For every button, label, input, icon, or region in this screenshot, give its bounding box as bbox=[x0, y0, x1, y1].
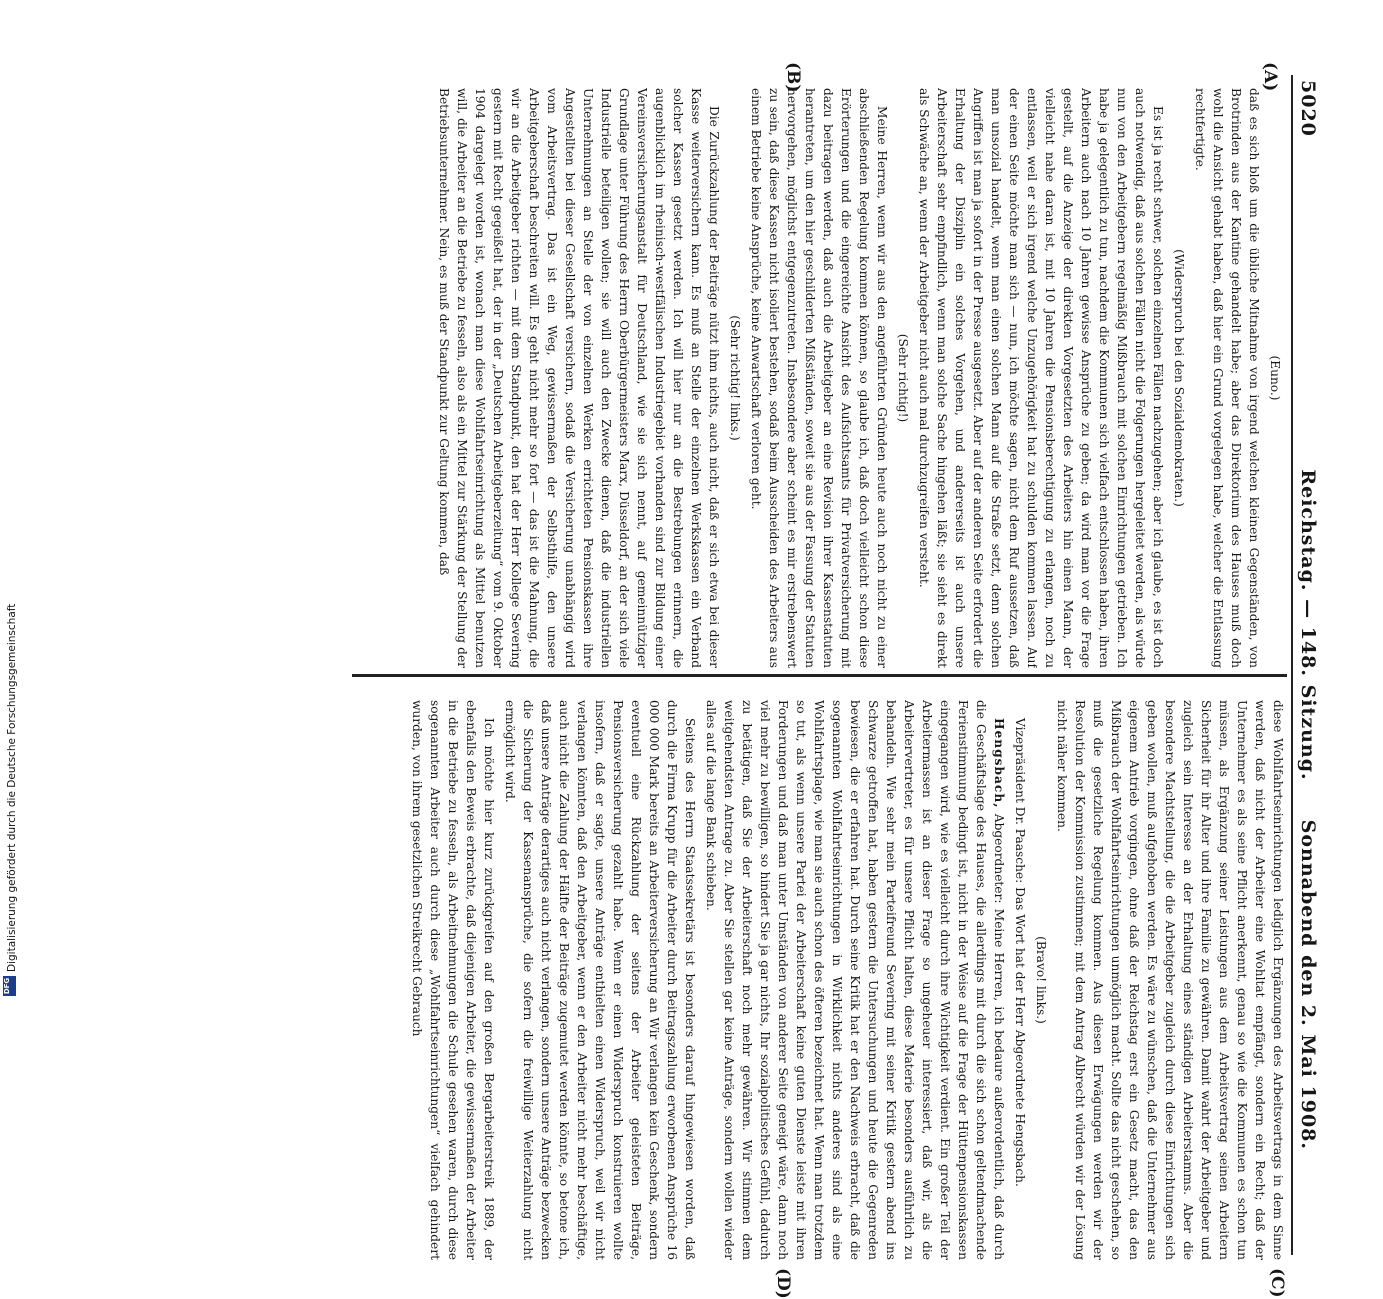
margin-marker-c: (C) bbox=[1267, 1268, 1287, 1298]
interjection: (Sehr richtig! links.) bbox=[728, 315, 742, 441]
logo-text: DFG bbox=[3, 977, 12, 995]
speech-text: Abgeordneter: Meine Herren, ich bedaure außerordentlich, daß durch die Geschäftslage des Hauses, die allerdings mit durch die sich schon geltendmachende Ferienstimmung bedingt ist, nicht in der Weise auf die Frage der Hüttenpensionskassen eingegangen wird, wie es vielleicht durch ihre Wichtigkeit verdient. Ein großer Teil der Arbeitermassen ist an dieser Frage so ungeheuer interessiert, daß wir, als die Arbeitervertreter, es für unsere Pflicht halten, diese Materie besonders ausführlich zu behandeln. Wie sehr mein Parteifreund Severing mit seiner Kritik gestern abend ins Schwarze getroffen hat, haben gestern die Untersuchungen und heute die Gegenreden bewiesen, die er erfahren hat. Durch seine Kritik hat er den Nachweis erbracht, daß die sogenannten Wohlfahrtseinrichtungen in Wirklichkeit nichts anderes sind als eine Wohlfahrtsplage, wie man sie auch schon des öfteren bezeichnet hat. Wenn man trotzdem so tut, als wenn unsere Partei der Arbeiterschaft keine guten Dienste leiste mit ihren Forderungen und daß man unter Umständen von anderer Seite geneigt wäre, dann noch viel mehr zu bewilligen, so hindert Sie ja gar nichts, Ihr sozialpolitisches Gefühl, dadurch zu betätigen, daß Sie der Arbeiterschaft noch mehr gewähren. Wir stimmen dem weitgehendsten Antrage zu. Aber Sie stellen gar keine Anträge, sondern wollen wieder alles auf die lange Bank schieben. bbox=[704, 700, 1006, 1260]
paragraph bbox=[702, 700, 1008, 1260]
margin-marker-d: (D) bbox=[773, 1268, 793, 1299]
paragraph: Ich möchte hier kurz zurückgreifen auf den großen Bergarbeiterstreik 1889, der ebenfalls den Beweis erbrachte, daß diejenigen Arbeiter, die gewissermaßen der Arbeiter in die Betriebe zu fesseln, als Arbeitnehmungen die Schule gesehen waren, durch diese sogenannten Arbeiter auch durch diese „Wohlfahrtseinrichtungen“ vielfach gehindert wurden, von ihrem gesetzlichen Streikrecht Gebrauch bbox=[410, 700, 496, 1260]
session-title: Reichstag. — 148. Sitzung. bbox=[1297, 469, 1319, 781]
header-rule bbox=[1291, 75, 1293, 1255]
page-number: 5020 bbox=[1297, 80, 1319, 137]
interjection: (Widerspruch bei den Sozialdemokraten.) bbox=[1172, 249, 1186, 507]
paragraph: Vizepräsident Dr. Paasche: Das Wort hat der Herr Abgeordnete Hengsbach. bbox=[1013, 718, 1027, 1187]
paragraph: Die Zurückzahlung der Beiträge nützt ihm nichts, auch nicht, daß er sich etwa bei dieser Kasse weiterversichern kann. Es muß an Stelle der einzelnen Werkskassen ein Verband solcher Kassen gesetzt werden. Ich will hier nur an die Bestrebungen erinnern, die augenblicklich im rheinisch-westfälischen Industriegebiet vorhanden sind zur Bildung einer Vereinsversicherungsanstalt für Deutschland, wie sie sich nennt, auf gemeinnütziger Grundlage unter Führung des Herrn Oberbürgermeisters Marx, Düsseldorf, an der sich viele Industrielle beteiligen wollen; sie will auch den Zwecke dienen, daß die industriellen Unternehmungen an Stelle der von einzelnen Werken errichteten Pensionskassen ihre Angestellten bei dieser Gesellschaft versichern, sodaß die Versicherung unabhängig wird vom Arbeitsvertrag. Das ist ein Weg, gewissermaßen der Selbsthilfe, den unsere Arbeitgeberschaft beschreiten will. Es geht nicht mehr so fort — das ist die Mahnung, die wir an die Arbeitgeber richten — mit dem Standpunkt, den hat der Herr Kollege Severing gestern mit Recht gegeißelt hat, der in der „Deutschen Arbeitgeberzeitung“ vom 9. Oktober 1904 dargelegt worden ist, wonach man diese Wohlfahrtseinrichtung als Mittel benutzen will, die Arbeiter an die Betriebe zu fesseln, also als ein Mittel zur Stärkung der Stellung der Betriebsunternehmer. Nein, es muß der Standpunkt zur Geltung kommen, daß bbox=[437, 88, 721, 668]
margin-marker-b: (B) bbox=[783, 62, 803, 93]
paragraph: daß es sich bloß um die übliche Mitnahme von irgend welchen kleinen Gegenständen, von Brotrinden aus der Kantine gehandelt habe; aber das Direktorium des Hauses muß doch wohl die Ansicht gehabt haben, daß hier ein Grund vorgelegen habe, welcher die Entlassung rechtfertigte. bbox=[1193, 88, 1261, 668]
interjection: (Bravo! links.) bbox=[1034, 936, 1048, 1024]
paragraph: Seitens des Herrn Staatssekretärs ist besonders darauf hingewiesen worden, daß durch die Firma Krupp für die Arbeiter durch Beitragszahlung erworbenen Ansprüche 16 000 000 Mark bereits an Arbeiterversicherung an Wir verlangen kein Geschenk, sondern eventuell eine Rückzahlung der seitens der Arbeiter geleisteten Beiträge, Pensionsversicherung gezahlt habe. Wenn er einen Widerspruch konstruieren wollte insofern, daß er sagte, unsere Anträge enthielten einen Widerspruch, weil wir nicht verlangen könnten, daß den Arbeitgeber, wenn er den Arbeiter nicht mehr beschäftige, auch nicht die Zahlung der Hälfte der Beiträge zugemutet werden könnte, so betone ich, daß unsere Anträge derartiges auch nicht verlangen, sondern unsere Anträge bezwecken die Sicherung der Kassenansprüche, die sofern die freiwillige Weiterzahlung nicht ermöglicht wird. bbox=[503, 700, 697, 1260]
column-divider bbox=[352, 674, 1287, 677]
digitization-credit bbox=[4, 0, 24, 1000]
dfg-logo-icon bbox=[3, 976, 16, 996]
paragraph: Meine Herren, wenn wir aus den angeführten Gründen heute auch noch nicht zu einer abschließenden Regelung kommen können, so glaube ich, daß doch vielleicht schon diese Erörterungen und die eingereichte Ansicht des Aufsichtsamts für Privatversicherung mit dazu beitragen werden, daß auch die Arbeitgeber an eine Revision ihrer Kassenstatuten herantreten, um den hier geschilderten Mißständen, soweit sie aus der Fassung der Statuten hervorgehen, möglichst entgegenzutreten. Insbesondere aber scheint es mir erstrebenswert zu sein, daß diese Kassen nicht isoliert bestehen, sodaß beim Ausscheiden des Arbeiters aus einem Betriebe keine Ansprüche, keine Anwartschaft verloren geht. bbox=[749, 88, 889, 668]
paragraph: diese Wohlfahrtseinrichtungen lediglich Ergänzungen des Arbeitsvertrags in dem Sinne werden, daß nicht der Arbeiter eine Wohltat empfängt, sondern ein Recht; daß der Unternehmer es als seine Pflicht anerkennt, genau so wie die Kommunen es schon tun müssen, als Ergänzung seiner Leistungen aus dem Arbeitsvertrag seinen Arbeitern Sicherheit für ihr Alter und ihre Familie zu gewähren. Damit wahrt der Arbeitgeber und zugleich sein Interesse an der Erhaltung eines ständigen Arbeiterstamms. Aber die besondere Machtstellung, die die Arbeitgeber zugleich durch diese Einrichtungen sich geben wollen, muß aufgehoben werden. Es wäre zu wünschen, daß die Unternehmer aus eigenem Antrieb vorgingen, ohne daß der Reichstag erst ein Gesetz macht, das den Mißbrauch der Wohlfahrtseinrichtungen unmöglich macht. Sollte das nicht geschehen, so muß die gesetzliche Regelung kommen. Aus diesen Erwägungen werden wir der Resolution der Kommission zustimmen; mit dem Antrag Albrecht würden wir der Lösung nicht näher kommen. bbox=[1055, 700, 1285, 1260]
speaker-name: Hengsbach, bbox=[992, 718, 1006, 809]
session-date: Sonnabend den 2. Mai 1908. bbox=[1297, 819, 1319, 1150]
interjection: (Sehr richtig!) bbox=[896, 333, 910, 423]
paragraph: Es ist ja recht schwer, solchen einzelnen Fällen nachzugehen; aber ich glaube, es ist doch auch notwendig, daß aus solchen Fällen nicht die Folgerungen hergeleitet werden, als würde nun von den Arbeitgebern regelmäßig Mißbrauch mit solchen Einrichtungen getrieben. Ich habe ja gelegentlich zu tun, nachdem die Kommunen sich vielfach entschlossen haben, ihren Arbeitern auch nach 10 Jahren gewisse Ansprüche zu geben; da wird man vor die Frage gestellt, auf die Anzeige der direkten Vorgesetzten des Arbeiters hin einen Mann, der vielleicht nahe daran ist, mit 10 Jahren die Pensionsberechtigung zu erlangen, noch zu entlassen, weil er sich irgend welche Unzugehörigkeit hat zu schulden kommen lassen. Auf der einen Seite möchte man sich — nun, ich möchte sagen, nicht dem Ruf aussetzen, daß man unsozial handelt, wenn man einen solchen Mann auf die Straße setzt, denn solchen Angriffen ist man ja sofort in der Presse ausgesetzt. Aber auf der anderen Seite erfordert die Erhaltung der Disziplin ein solches Vorgehen, und andererseits ist auch unsere Arbeiterschaft sehr empfindlich, wenn man solche Sache hingehen läßt; sie sieht es direkt als Schwäche an, wenn der Arbeitgeber nicht auch mal durchzugreifen versteht. bbox=[917, 88, 1165, 668]
speaker-tag: (Euno.) bbox=[1268, 355, 1282, 401]
page-header bbox=[1289, 60, 1325, 1190]
right-column bbox=[352, 700, 1287, 1260]
credit-text: Digitalisierung gefördert durch die Deutsche Forschungsgemeinschaft bbox=[6, 603, 18, 972]
margin-marker-a: (A) bbox=[1260, 62, 1280, 92]
left-column bbox=[352, 88, 1287, 668]
